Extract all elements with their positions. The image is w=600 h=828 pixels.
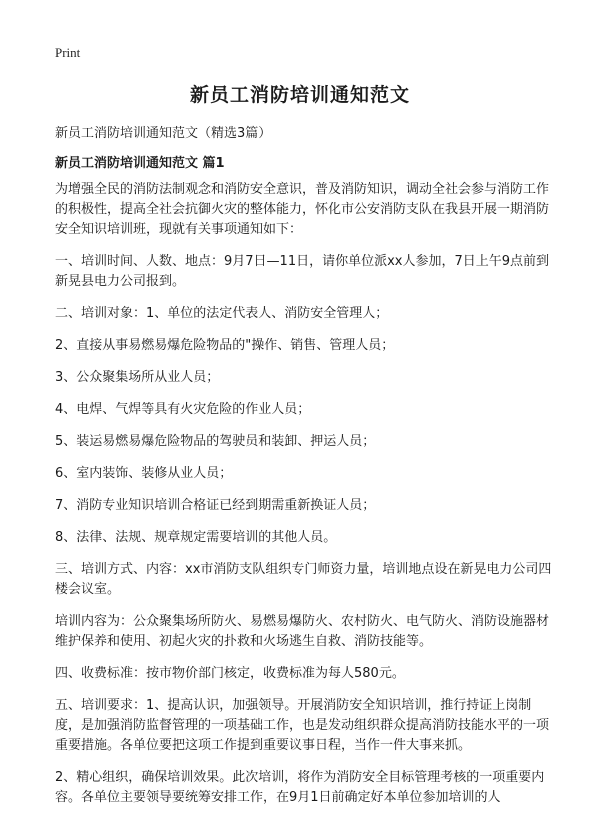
- paragraph: 6、室内装饰、装修从业人员；: [55, 466, 233, 481]
- page-title: 新员工消防培训通知范文: [189, 84, 410, 106]
- paragraph: 2、精心组织，确保培训效果。此次培训，将作为消防安全目标管理考核的一项重要内容。各单位主要领导要统筹安排工作，在9月1日前确定好本单位参加培训的人: [55, 770, 545, 805]
- document-body: [55, 180, 552, 820]
- paragraph: 8、法律、法规、规章规定需要培训的其他人员。: [55, 530, 337, 545]
- paragraph: 五、培训要求：1、提高认识，加强领导。开展消防安全知识培训，推行持证上岗制度，是加强消防监督管理的一项基础工作，也是发动组织群众提高消防技能水平的一项重要措施。各单位要把这项工作提到重要议事日程，当作一件大事来抓。: [55, 698, 550, 753]
- section-heading: 新员工消防培训通知范文 篇1: [55, 156, 225, 171]
- paragraph: 培训内容为：公众聚集场所防火、易燃易爆防火、农村防火、电气防火、消防设施器材维护保养和使用、初起火灾的扑救和火场逃生自救、消防技能等。: [55, 614, 550, 649]
- paragraph: 7、消防专业知识培训合格证已经到期需重新换证人员；: [55, 498, 376, 513]
- paragraph: 三、培训方式、内容：xx市消防支队组织专门师资力量，培训地点设在新晃电力公司四楼会议室。: [55, 562, 552, 597]
- print-link[interactable]: Print: [55, 45, 81, 60]
- paragraph: 2、直接从事易燃易爆危险物品的"操作、销售、管理人员；: [55, 338, 395, 353]
- paragraph: 4、电焊、气焊等具有火灾危险的作业人员；: [55, 402, 311, 417]
- paragraph: 为增强全民的消防法制观念和消防安全意识，普及消防知识，调动全社会参与消防工作的积极性，提高全社会抗御火灾的整体能力，怀化市公安消防支队在我县开展一期消防安全知识培训班，现就有关事项通知如下：: [55, 182, 550, 237]
- paragraph: 5、装运易燃易爆危险物品的驾驶员和装卸、押运人员；: [55, 434, 376, 449]
- paragraph: 四、收费标准：按市物价部门核定，收费标准为每人580元。: [55, 666, 405, 681]
- document-subtitle: 新员工消防培训通知范文（精选3篇）: [55, 126, 272, 141]
- paragraph: 二、培训对象：1、单位的法定代表人、消防安全管理人；: [55, 306, 389, 321]
- paragraph: 一、培训时间、人数、地点：9月7日—11日，请你单位派xx人参加，7日上午9点前到新晃县电力公司报到。: [55, 254, 550, 289]
- paragraph: 3、公众聚集场所从业人员；: [55, 370, 220, 385]
